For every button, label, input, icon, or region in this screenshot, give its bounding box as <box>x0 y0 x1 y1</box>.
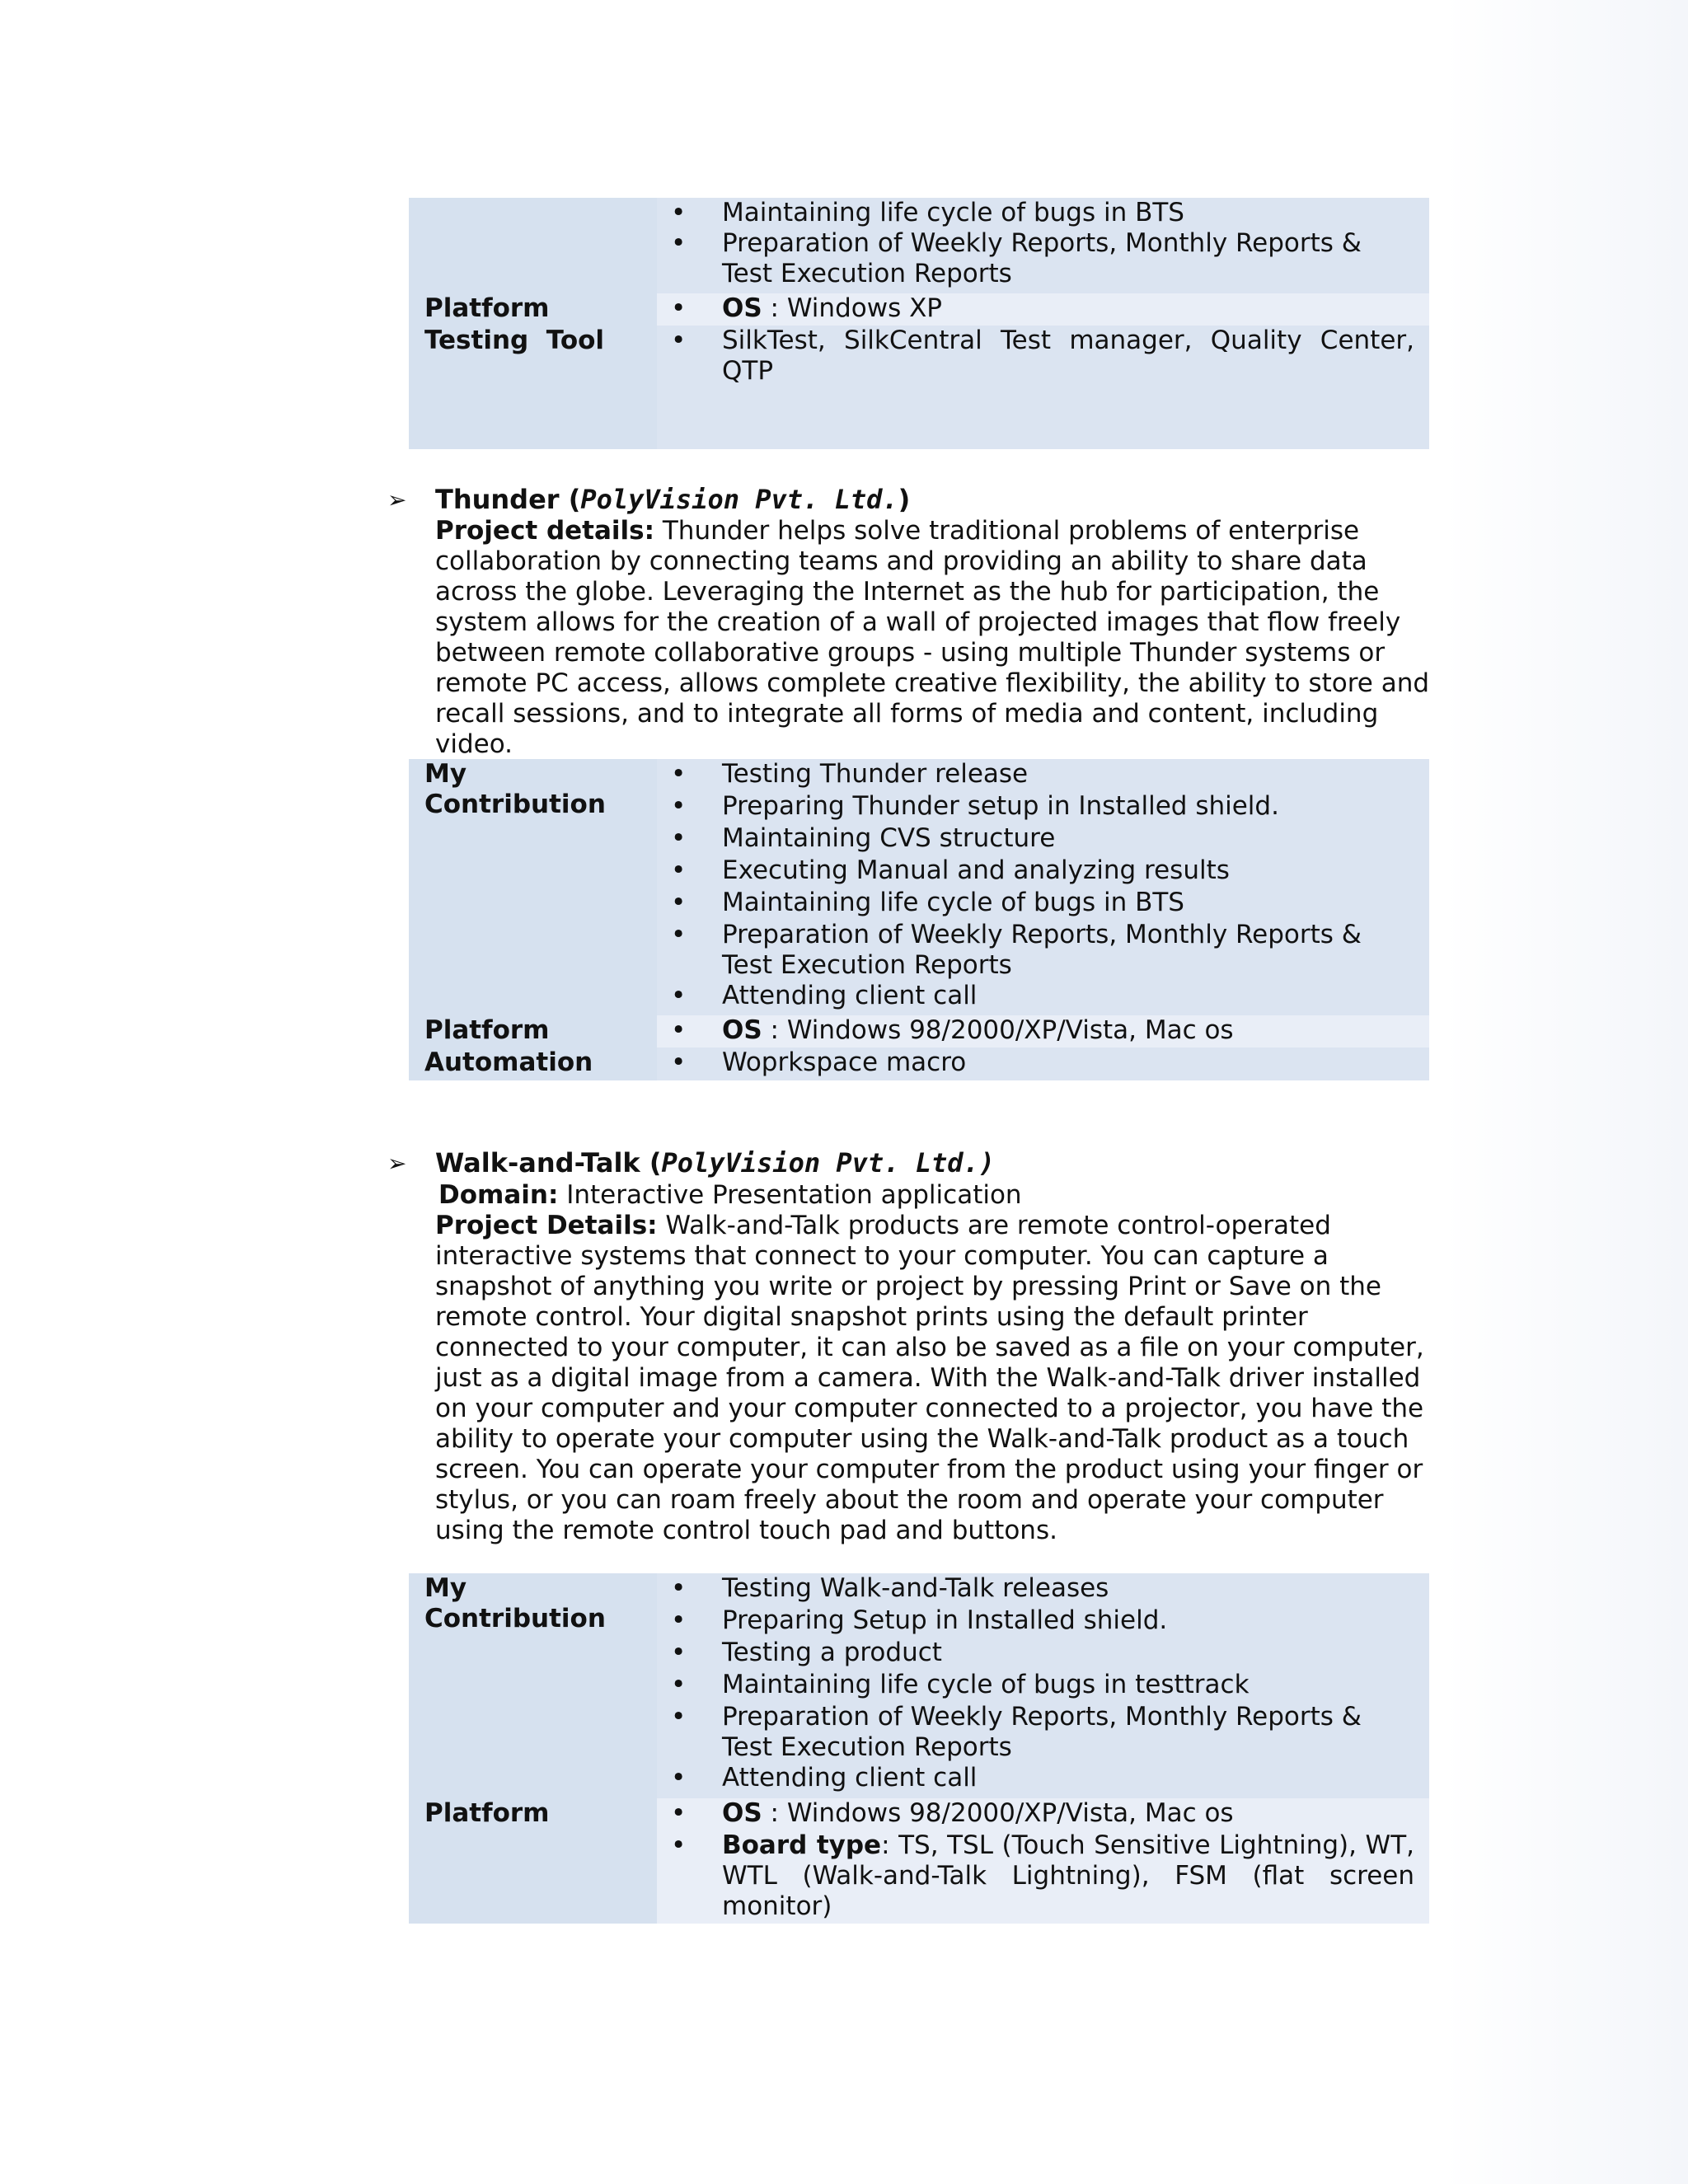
company-name: PolyVision Pvt. Ltd. <box>580 484 898 515</box>
table-label-column <box>409 198 657 449</box>
list-item <box>657 293 1429 324</box>
os-key: OS <box>722 293 762 323</box>
automation-label: Automation <box>424 1047 593 1077</box>
list-item: • Preparation of Weekly Reports, Monthly Reports & Test Execution Reports <box>657 228 1429 289</box>
platform-label: Platform <box>424 1015 550 1045</box>
list-item: • Preparation of Weekly Reports, Monthly Reports & Test Execution Reports <box>657 1702 1429 1763</box>
list-item: • Attending client call <box>657 1763 1429 1793</box>
list-item: • OS : Windows 98/2000/XP/Vista, Mac os <box>657 1798 1429 1830</box>
os-value: : Windows XP <box>762 293 943 323</box>
bullet-arrow-icon: ➢ <box>387 486 407 513</box>
table-label-column <box>409 759 657 1080</box>
testing-tool-label: Testing Tool <box>424 326 605 355</box>
list-item: • Board type: TS, TSL (Touch Sensitive Lightning), WT, WTL (Walk-and-Talk Lightning), FSM (flat screen monitor) <box>657 1830 1429 1922</box>
contribution-label: My Contribution <box>424 1573 606 1633</box>
details-label: Project Details: <box>435 1211 658 1240</box>
table-value-column <box>657 198 1429 449</box>
company-name: PolyVision Pvt. Ltd.) <box>661 1147 996 1179</box>
list-item: • Preparing Thunder setup in Installed shield. <box>657 791 1429 823</box>
walk-and-talk-table <box>409 1573 1429 1924</box>
responsibility-list <box>657 198 1429 289</box>
skills-table-top <box>409 198 1429 449</box>
details-label: Project details: <box>435 516 654 546</box>
list-item: • Testing Thunder release <box>657 759 1429 791</box>
project-domain <box>438 1180 1444 1211</box>
project-title: Thunder <box>435 484 560 515</box>
list-item: • Preparing Setup in Installed shield. <box>657 1605 1429 1638</box>
contribution-label: My Contribution <box>424 759 606 819</box>
platform-label: Platform <box>424 1798 550 1828</box>
domain-label: Domain: <box>438 1180 559 1210</box>
details-text: Walk-and-Talk products are remote control-operated interactive systems that connect to your computer. You can capture a snapshot of anything you write or project by pressing Print or Save on the remote control. Your digital snapshot prints using the default printer connected to your computer, it can also be saved as a file on your computer, just as a digital image from a camera. With the Walk-and-Talk driver installed on your computer and your computer connected to a projector, you have the ability to operate your computer using the Walk-and-Talk product as a touch screen. You can operate your computer from the product using your finger or stylus, or you can roam freely about the room and operate your computer using the remote control touch pad and buttons. <box>435 1211 1424 1545</box>
list-item: • Woprkspace macro <box>657 1047 1429 1078</box>
platform-label: Platform <box>424 293 550 323</box>
table-value-column <box>657 1573 1429 1924</box>
table-label-column <box>409 1573 657 1924</box>
automation-list <box>657 1047 1429 1078</box>
contribution-list <box>657 1573 1429 1793</box>
list-item: • Executing Manual and analyzing results <box>657 855 1429 888</box>
list-item: • Maintaining CVS structure <box>657 823 1429 855</box>
page-edge-shade <box>1445 0 1688 2184</box>
platform-list <box>657 1798 1429 1922</box>
project-title: Walk-and-Talk <box>435 1147 640 1179</box>
table-value-column <box>657 759 1429 1080</box>
list-item: • Maintaining life cycle of bugs in BTS <box>657 888 1429 920</box>
bullet-arrow-icon: ➢ <box>387 1150 407 1177</box>
list-item: • Maintaining life cycle of bugs in testtrack <box>657 1670 1429 1702</box>
thunder-table <box>409 759 1429 1080</box>
list-item: • Attending client call <box>657 981 1429 1011</box>
list-item: • Testing Walk-and-Talk releases <box>657 1573 1429 1605</box>
platform-list <box>657 293 1429 324</box>
contribution-list <box>657 759 1429 1011</box>
list-item: • Testing a product <box>657 1638 1429 1670</box>
list-item: • Maintaining life cycle of bugs in BTS <box>657 198 1429 228</box>
project-heading-thunder: Thunder (PolyVision Pvt. Ltd.) <box>435 484 911 515</box>
list-item: • Preparation of Weekly Reports, Monthly Reports & Test Execution Reports <box>657 920 1429 981</box>
domain-text: Interactive Presentation application <box>558 1180 1022 1210</box>
project-details-thunder <box>435 516 1441 760</box>
list-item: • OS : Windows 98/2000/XP/Vista, Mac os <box>657 1015 1429 1046</box>
list-item: • SilkTest, SilkCentral Test manager, Quality Center, QTP <box>657 326 1429 387</box>
project-details-walk-and-talk <box>435 1211 1449 1546</box>
testing-tool-list <box>657 326 1429 387</box>
platform-list <box>657 1015 1429 1046</box>
project-heading-walk-and-talk: Walk-and-Talk (PolyVision Pvt. Ltd.) <box>435 1147 996 1179</box>
details-text: Thunder helps solve traditional problems of enterprise collaboration by connecting teams and providing an ability to share data across the globe. Leveraging the Internet as the hub for participation, the system allows for the creation of a wall of projected images that flow freely between remote collaborative groups - using multiple Thunder systems or remote PC access, allows complete creative flexibility, the ability to store and recall sessions, and to integrate all forms of media and content, including video. <box>435 516 1430 759</box>
